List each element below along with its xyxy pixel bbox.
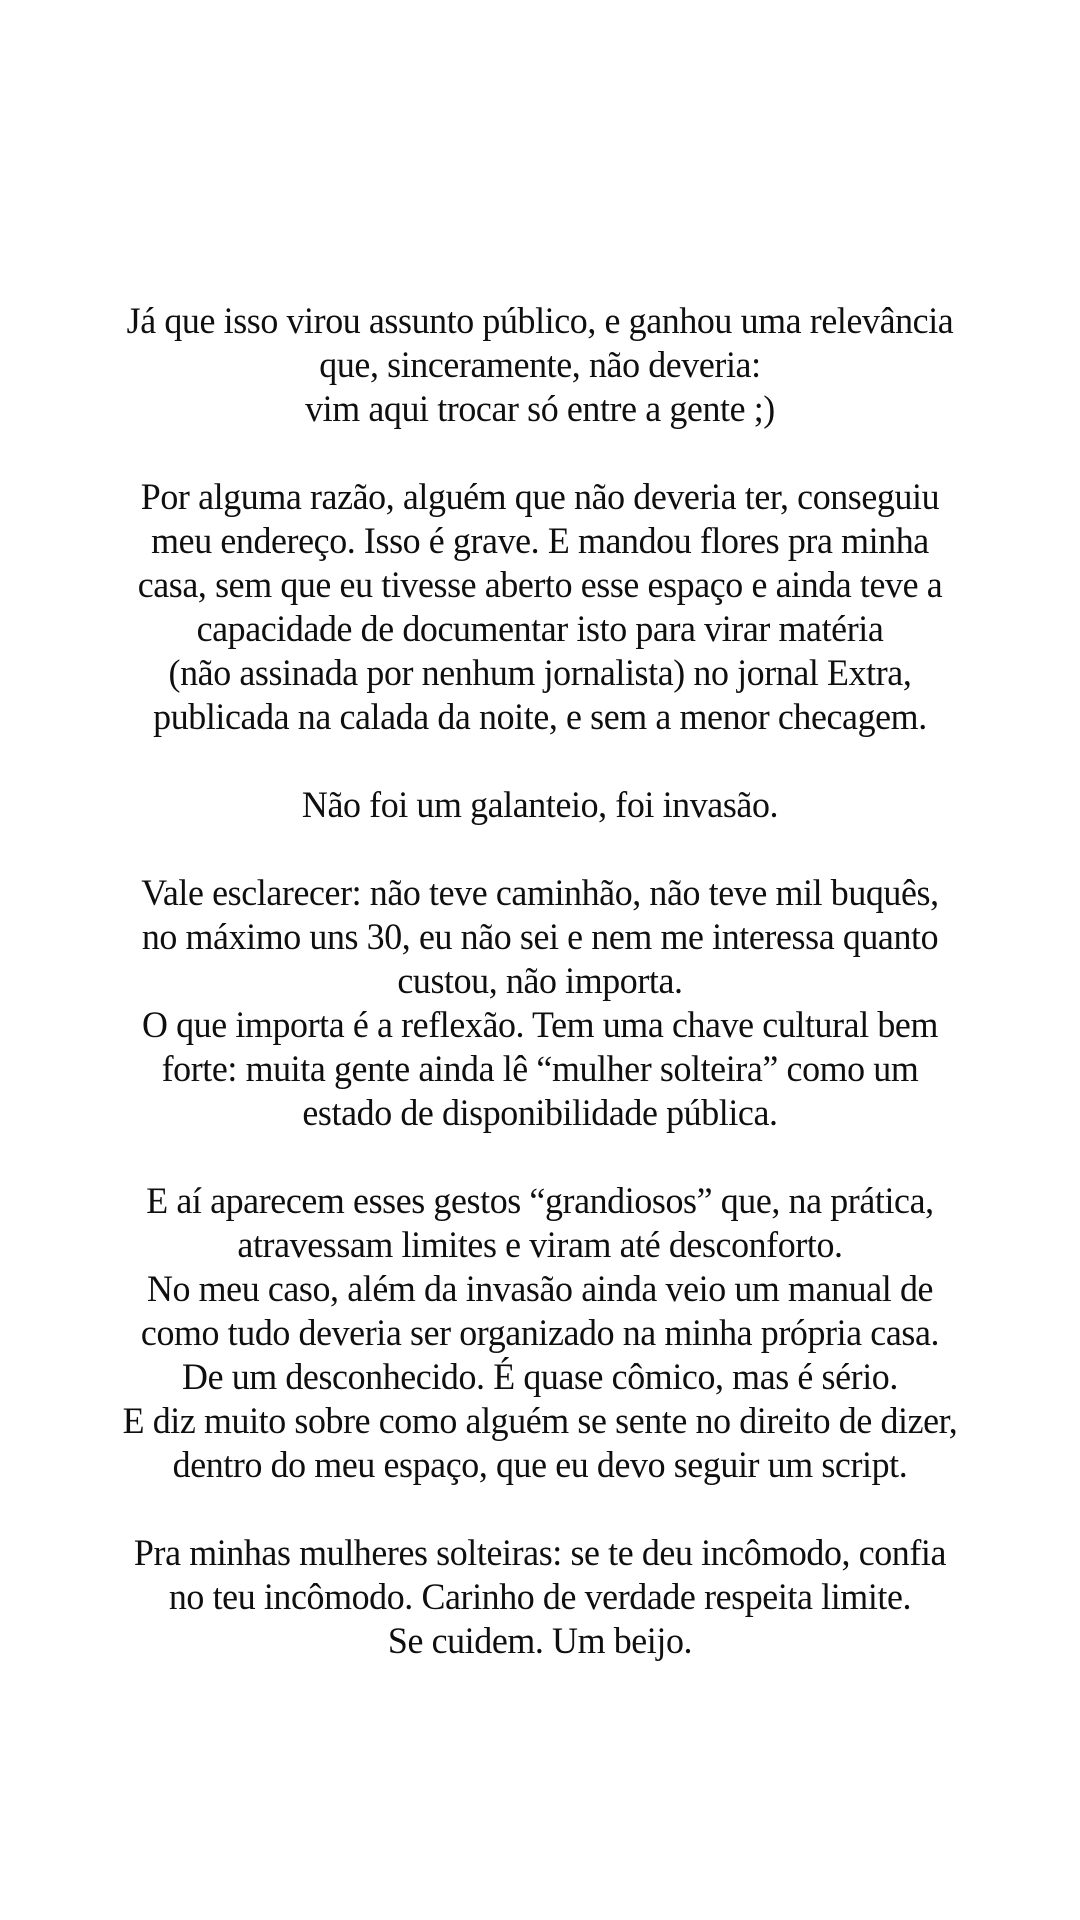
text-line: (não assinada por nenhum jornalista) no jornal Extra,	[168, 653, 912, 694]
text-line: meu endereço. Isso é grave. E mandou flores pra minha	[151, 521, 929, 562]
text-line: De um desconhecido. É quase cômico, mas é sério.	[182, 1357, 898, 1398]
story-text-block	[45, 300, 1035, 1664]
text-line: Por alguma razão, alguém que não deveria ter, conseguiu	[140, 477, 940, 518]
text-line: publicada na calada da noite, e sem a menor checagem.	[153, 697, 927, 738]
text-line: no teu incômodo. Carinho de verdade respeita limite.	[168, 1577, 912, 1618]
text-line: estado de disponibilidade pública.	[302, 1093, 778, 1134]
paragraph-farewell	[60, 1532, 1020, 1664]
text-line: E diz muito sobre como alguém se sente no direito de dizer,	[122, 1401, 958, 1442]
paragraph-statement	[60, 784, 1020, 828]
text-line: casa, sem que eu tivesse aberto esse espaço e ainda teve a	[137, 565, 943, 606]
text-line: atravessam limites e viram até desconforto.	[237, 1225, 843, 1266]
text-line: forte: muita gente ainda lê “mulher solteira” como um	[161, 1049, 919, 1090]
paragraph-incident	[60, 476, 1020, 740]
text-line: vim aqui trocar só entre a gente ;)	[305, 389, 775, 430]
text-line: como tudo deveria ser organizado na minha própria casa.	[140, 1313, 940, 1354]
text-line: Pra minhas mulheres solteiras: se te deu incômodo, confia	[133, 1533, 947, 1574]
text-line: capacidade de documentar isto para virar matéria	[196, 609, 884, 650]
text-line: custou, não importa.	[397, 961, 683, 1002]
paragraph-reflection	[60, 1180, 1020, 1488]
paragraph-clarification	[60, 872, 1020, 1136]
text-line: O que importa é a reflexão. Tem uma chave cultural bem	[141, 1005, 939, 1046]
text-line: que, sinceramente, não deveria:	[319, 345, 761, 386]
text-line: Vale esclarecer: não teve caminhão, não teve mil buquês,	[141, 873, 939, 914]
text-line: E aí aparecem esses gestos “grandiosos” que, na prática,	[146, 1181, 934, 1222]
text-line: Se cuidem. Um beijo.	[387, 1621, 693, 1662]
text-line: No meu caso, além da invasão ainda veio um manual de	[146, 1269, 934, 1310]
text-line: dentro do meu espaço, que eu devo seguir um script.	[172, 1445, 908, 1486]
paragraph-intro	[60, 300, 1020, 432]
text-line: Já que isso virou assunto público, e ganhou uma relevância	[126, 301, 954, 342]
text-line: no máximo uns 30, eu não sei e nem me interessa quanto	[141, 917, 939, 958]
text-line: Não foi um galanteio, foi invasão.	[301, 785, 779, 826]
